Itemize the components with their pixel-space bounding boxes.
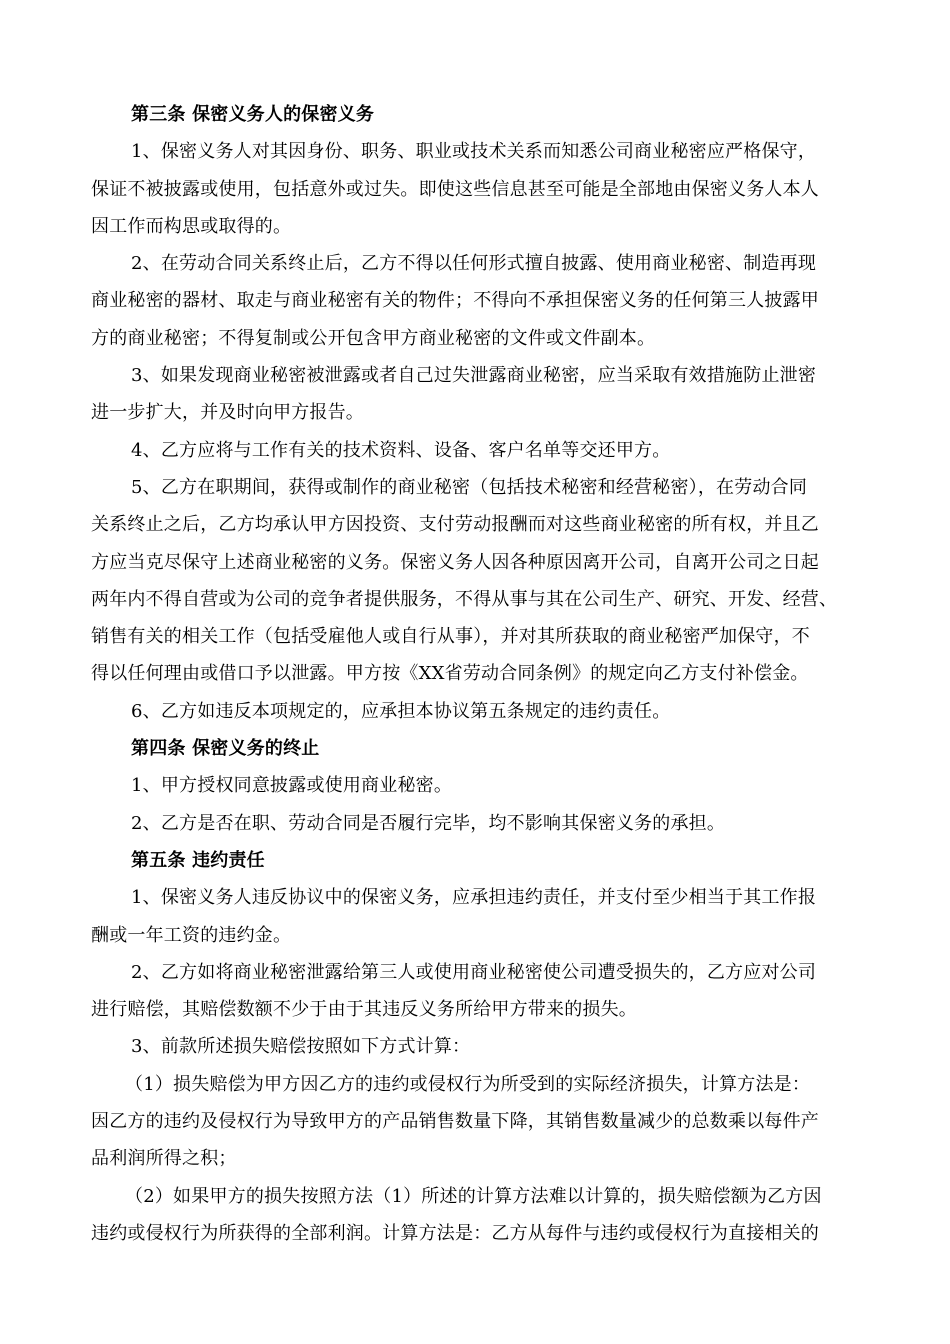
section-4-line: 2、乙方是否在职、劳动合同是否履行完毕，均不影响其保密义务的承担。 (131, 812, 726, 834)
section-3-line: 得以任何理由或借口予以泄露。甲方按《XX省劳动合同条例》的规定向乙方支付补偿金。 (91, 663, 809, 685)
section-3-line: 两年内不得自营或为公司的竞争者提供服务，不得从事与其在公司生产、研究、开发、经营、 (91, 588, 838, 610)
section-5-heading: 第五条 违约责任 (131, 849, 265, 871)
section-4-heading: 第四条 保密义务的终止 (131, 738, 320, 760)
section-3-line: 进一步扩大，并及时向甲方报告。 (91, 402, 364, 424)
section-5-line: 酬或一年工资的违约金。 (91, 924, 292, 946)
section-5-line: 3、前款所述损失赔偿按照如下方式计算： (131, 1036, 471, 1058)
section-3-line: 关系终止之后，乙方均承认甲方因投资、支付劳动报酬而对这些商业秘密的所有权，并且乙 (91, 514, 819, 536)
section-5-line: 品利润所得之积； (91, 1148, 237, 1170)
section-5-line: （2）如果甲方的损失按照方法（1）所述的计算方法难以计算的，损失赔偿额为乙方因 (125, 1185, 822, 1207)
section-5-line: 1、保密义务人违反协议中的保密义务，应承担违约责任，并支付至少相当于其工作报 (131, 887, 817, 909)
section-5-line: 进行赔偿，其赔偿数额不少于由于其违反义务所给甲方带来的损失。 (91, 999, 637, 1021)
section-3-line: 1、保密义务人对其因身份、职务、职业或技术关系而知悉公司商业秘密应严格保守， (131, 141, 817, 163)
section-3-line: 方的商业秘密；不得复制或公开包含甲方商业秘密的文件或文件副本。 (91, 327, 656, 349)
section-3-line: 销售有关的相关工作（包括受雇他人或自行从事），并对其所获取的商业秘密严加保守，不 (91, 626, 810, 648)
section-3-line: 商业秘密的器材、取走与商业秘密有关的物件；不得向不承担保密义务的任何第三人披露甲 (91, 290, 819, 312)
section-5-line: 因乙方的违约及侵权行为导致甲方的产品销售数量下降，其销售数量减少的总数乘以每件产 (91, 1111, 819, 1133)
section-5-line: 违约或侵权行为所获得的全部利润。计算方法是：乙方从每件与违约或侵权行为直接相关的 (91, 1222, 819, 1244)
section-3-line: 5、乙方在职期间，获得或制作的商业秘密（包括技术秘密和经营秘密），在劳动合同 (131, 476, 808, 498)
section-3-line: 保证不被披露或使用，包括意外或过失。即使这些信息甚至可能是全部地由保密义务人本人 (91, 178, 819, 200)
section-3-line: 2、在劳动合同关系终止后，乙方不得以任何形式擅自披露、使用商业秘密、制造再现 (131, 253, 817, 275)
section-3-line: 6、乙方如违反本项规定的，应承担本协议第五条规定的违约责任。 (131, 700, 671, 722)
section-3-line: 方应当克尽保守上述商业秘密的义务。保密义务人因各种原因离开公司，自离开公司之日起 (91, 551, 819, 573)
section-3-line: 因工作而构思或取得的。 (91, 215, 292, 237)
section-5-line: （1）损失赔偿为甲方因乙方的违约或侵权行为所受到的实际经济损失，计算方法是： (125, 1073, 811, 1095)
section-3-line: 3、如果发现商业秘密被泄露或者自己过失泄露商业秘密，应当采取有效措施防止泄密 (131, 365, 817, 387)
section-5-line: 2、乙方如将商业秘密泄露给第三人或使用商业秘密使公司遭受损失的，乙方应对公司 (131, 961, 817, 983)
section-3-heading: 第三条 保密义务人的保密义务 (131, 104, 375, 125)
document-page (91, 96, 867, 1252)
section-3-line: 4、乙方应将与工作有关的技术资料、设备、客户名单等交还甲方。 (131, 439, 671, 461)
section-4-line: 1、甲方授权同意披露或使用商业秘密。 (131, 775, 453, 797)
